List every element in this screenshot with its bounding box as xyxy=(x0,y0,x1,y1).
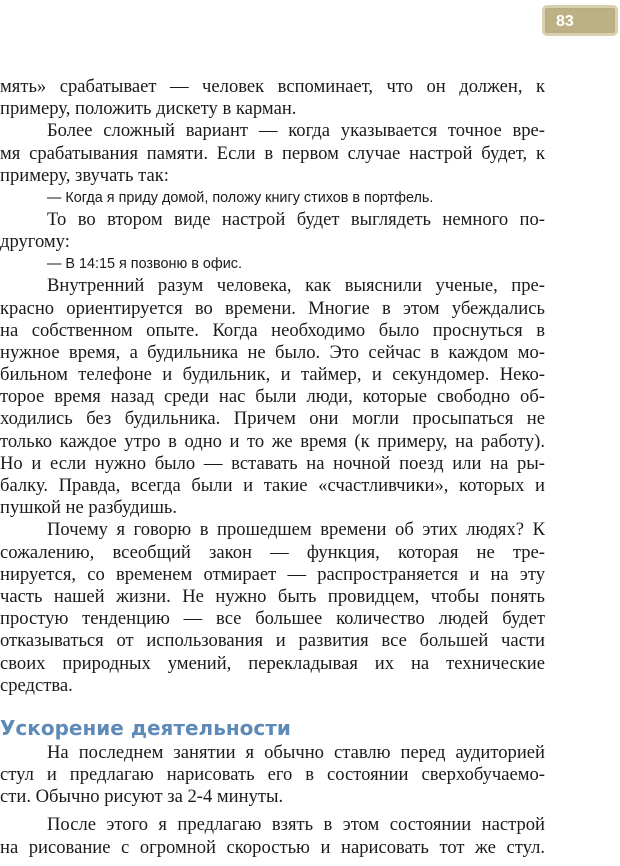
text-line: примеру, положить дискету в карман. xyxy=(0,98,297,120)
text-line: ходились без будильника. Причем они могли просыпаться не xyxy=(0,408,545,430)
text-line: Почему я говорю в прошедшем времени об этих людях? К xyxy=(47,519,545,541)
text-line: красно ориентируется во времени. Многие в этом убеждались xyxy=(0,297,545,319)
text-line: примеру, звучать так: xyxy=(0,164,169,186)
text-line: своих природных умений, перекладывая их на технические xyxy=(0,652,545,674)
text-line: балку. Правда, всегда были и такие «счастливчики», которых и xyxy=(0,475,545,496)
text-line: мять» срабатывает — человек вспоминает, что он должен, к xyxy=(0,76,545,97)
page-number-badge-fill xyxy=(547,10,613,31)
text-line: на рисование с огромной скоростью и нарисовать тот же стул. xyxy=(0,836,545,858)
text-line: средства. xyxy=(0,674,73,696)
text-line: пушкой не разбудишь. xyxy=(0,497,178,519)
text-line: стул и предлагаю нарисовать его в состоянии сверхобучаемо- xyxy=(0,764,545,786)
page-number: 83 xyxy=(556,13,574,30)
text-line: После этого я предлагаю взять в этом состоянии настрой xyxy=(47,814,545,836)
text-line: на собственном опыте. Когда необходимо было проснуться в xyxy=(0,319,545,341)
text-line: бильном телефоне и будильник, и таймер, и секундомер. Неко- xyxy=(0,364,545,386)
text-line: часть нашей жизни. Не нужно быть провидцем, чтобы понять xyxy=(0,585,545,607)
text-line: другому: xyxy=(0,231,70,253)
dialogue-line: — В 14:15 я позвоню в офис. xyxy=(47,256,242,273)
text-line: отказываться от использования и развития все большей части xyxy=(0,630,545,652)
text-line: сожалению, всеобщий закон — функция, которая не тре- xyxy=(0,541,545,563)
text-line: нируется, со временем отмирает — распространяется и на эту xyxy=(0,563,545,585)
text-line: простую тенденцию — все большее количество людей будет xyxy=(0,608,545,630)
text-line: Но и если нужно было — вставать на ночной поезд или на ры- xyxy=(0,452,545,474)
text-line: только каждое утро в одно и то же время (к примеру, на работу). xyxy=(0,430,545,452)
text-line: На последнем занятии я обычно ставлю перед аудиторией xyxy=(47,741,545,763)
text-line: торое время назад среди нас были люди, которые свободно об- xyxy=(0,386,545,408)
section-heading: Ускорение деятельности xyxy=(0,715,291,740)
text-line: Внутренний разум человека, как выяснили ученые, пре- xyxy=(47,275,545,297)
text-line: сти. Обычно рисуют за 2-4 минуты. xyxy=(0,786,284,808)
text-line: То во втором виде настрой будет выглядеть немного по- xyxy=(47,208,545,230)
page-text xyxy=(0,76,545,859)
dialogue-line: — Когда я приду домой, положу книгу стихов в портфель. xyxy=(47,189,434,206)
text-line: нужное время, а будильника не было. Это сейчас в каждом мо- xyxy=(0,341,545,363)
text-line: Более сложный вариант — когда указывается точное вре- xyxy=(47,120,545,142)
text-line: мя срабатывания памяти. Если в первом случае настрой будет, к xyxy=(0,142,545,164)
page-number-badge xyxy=(542,5,618,36)
